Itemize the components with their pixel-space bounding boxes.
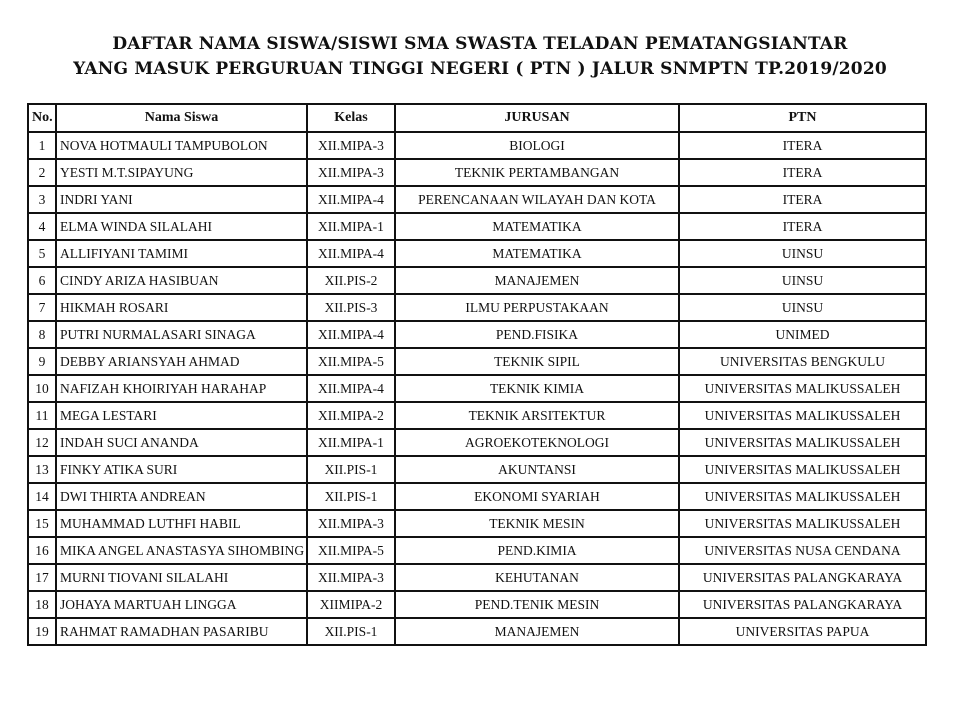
class-cell: XII.MIPA-5 (307, 348, 395, 375)
table-row (28, 321, 926, 348)
major-cell: AKUNTANSI (395, 456, 679, 483)
header-ptn: PTN (679, 104, 926, 132)
student-name: YESTI M.T.SIPAYUNG (56, 159, 307, 186)
table-row (28, 213, 926, 240)
row-number: 2 (28, 159, 56, 186)
major-cell: TEKNIK PERTAMBANGAN (395, 159, 679, 186)
table-row (28, 240, 926, 267)
major-cell: TEKNIK KIMIA (395, 375, 679, 402)
university-cell: UNIVERSITAS PALANGKARAYA (679, 564, 926, 591)
university-cell: ITERA (679, 132, 926, 159)
table-row (28, 294, 926, 321)
class-cell: XII.MIPA-4 (307, 375, 395, 402)
student-name: ALLIFIYANI TAMIMI (56, 240, 307, 267)
row-number: 1 (28, 132, 56, 159)
class-cell: XII.PIS-1 (307, 456, 395, 483)
major-cell: MATEMATIKA (395, 240, 679, 267)
student-name: DWI THIRTA ANDREAN (56, 483, 307, 510)
student-name: MEGA LESTARI (56, 402, 307, 429)
row-number: 6 (28, 267, 56, 294)
university-cell: UINSU (679, 294, 926, 321)
major-cell: KEHUTANAN (395, 564, 679, 591)
table-row (28, 159, 926, 186)
row-number: 10 (28, 375, 56, 402)
table-row (28, 591, 926, 618)
class-cell: XII.PIS-1 (307, 618, 395, 645)
major-cell: EKONOMI SYARIAH (395, 483, 679, 510)
header-jurusan: JURUSAN (395, 104, 679, 132)
student-name: RAHMAT RAMADHAN PASARIBU (56, 618, 307, 645)
university-cell: UNIVERSITAS MALIKUSSALEH (679, 510, 926, 537)
major-cell: BIOLOGI (395, 132, 679, 159)
university-cell: ITERA (679, 186, 926, 213)
table-row (28, 456, 926, 483)
major-cell: MANAJEMEN (395, 267, 679, 294)
university-cell: UNIVERSITAS BENGKULU (679, 348, 926, 375)
class-cell: XII.MIPA-1 (307, 429, 395, 456)
class-cell: XII.MIPA-3 (307, 159, 395, 186)
class-cell: XII.PIS-3 (307, 294, 395, 321)
class-cell: XII.MIPA-3 (307, 564, 395, 591)
row-number: 14 (28, 483, 56, 510)
class-cell: XII.MIPA-4 (307, 240, 395, 267)
university-cell: UNIVERSITAS MALIKUSSALEH (679, 375, 926, 402)
class-cell: XII.MIPA-3 (307, 510, 395, 537)
table-row (28, 429, 926, 456)
student-name: MUHAMMAD LUTHFI HABIL (56, 510, 307, 537)
university-cell: UNIVERSITAS MALIKUSSALEH (679, 456, 926, 483)
class-cell: XII.MIPA-4 (307, 321, 395, 348)
class-cell: XII.MIPA-5 (307, 537, 395, 564)
university-cell: UNIVERSITAS PAPUA (679, 618, 926, 645)
student-name: NOVA HOTMAULI TAMPUBOLON (56, 132, 307, 159)
row-number: 12 (28, 429, 56, 456)
major-cell: TEKNIK ARSITEKTUR (395, 402, 679, 429)
major-cell: PEND.KIMIA (395, 537, 679, 564)
table-row (28, 537, 926, 564)
student-name: INDRI YANI (56, 186, 307, 213)
row-number: 3 (28, 186, 56, 213)
table-row (28, 618, 926, 645)
table-row (28, 186, 926, 213)
header-nama-siswa: Nama Siswa (56, 104, 307, 132)
class-cell: XII.MIPA-1 (307, 213, 395, 240)
row-number: 17 (28, 564, 56, 591)
row-number: 13 (28, 456, 56, 483)
major-cell: MANAJEMEN (395, 618, 679, 645)
table-row (28, 510, 926, 537)
major-cell: PEND.FISIKA (395, 321, 679, 348)
table-row (28, 483, 926, 510)
class-cell: XII.PIS-1 (307, 483, 395, 510)
major-cell: MATEMATIKA (395, 213, 679, 240)
row-number: 16 (28, 537, 56, 564)
row-number: 7 (28, 294, 56, 321)
table-row (28, 132, 926, 159)
row-number: 5 (28, 240, 56, 267)
student-name: INDAH SUCI ANANDA (56, 429, 307, 456)
document-title: DAFTAR NAMA SISWA/SISWI SMA SWASTA TELADAN PEMATANGSIANTAR (112, 34, 848, 54)
student-name: JOHAYA MARTUAH LINGGA (56, 591, 307, 618)
header-no: No. (28, 104, 56, 132)
university-cell: UNIMED (679, 321, 926, 348)
student-name: MURNI TIOVANI SILALAHI (56, 564, 307, 591)
major-cell: AGROEKOTEKNOLOGI (395, 429, 679, 456)
table-row (28, 375, 926, 402)
university-cell: UNIVERSITAS MALIKUSSALEH (679, 402, 926, 429)
student-name: HIKMAH ROSARI (56, 294, 307, 321)
document-subtitle: YANG MASUK PERGURUAN TINGGI NEGERI ( PTN ) JALUR SNMPTN TP.2019/2020 (73, 59, 887, 79)
student-name: CINDY ARIZA HASIBUAN (56, 267, 307, 294)
row-number: 4 (28, 213, 56, 240)
class-cell: XII.PIS-2 (307, 267, 395, 294)
class-cell: XII.MIPA-4 (307, 186, 395, 213)
table-row (28, 348, 926, 375)
row-number: 9 (28, 348, 56, 375)
major-cell: PEND.TENIK MESIN (395, 591, 679, 618)
student-table (27, 103, 927, 646)
student-name: DEBBY ARIANSYAH AHMAD (56, 348, 307, 375)
row-number: 18 (28, 591, 56, 618)
row-number: 11 (28, 402, 56, 429)
student-name: NAFIZAH KHOIRIYAH HARAHAP (56, 375, 307, 402)
major-cell: TEKNIK SIPIL (395, 348, 679, 375)
row-number: 8 (28, 321, 56, 348)
row-number: 15 (28, 510, 56, 537)
table-row (28, 402, 926, 429)
class-cell: XII.MIPA-3 (307, 132, 395, 159)
university-cell: ITERA (679, 159, 926, 186)
table-row (28, 564, 926, 591)
university-cell: ITERA (679, 213, 926, 240)
university-cell: UINSU (679, 267, 926, 294)
header-kelas: Kelas (307, 104, 395, 132)
class-cell: XIIMIPA-2 (307, 591, 395, 618)
table-header-row (28, 104, 926, 132)
table-body (28, 132, 926, 645)
student-name: MIKA ANGEL ANASTASYA SIHOMBING (56, 537, 307, 564)
major-cell: TEKNIK MESIN (395, 510, 679, 537)
row-number: 19 (28, 618, 56, 645)
student-name: ELMA WINDA SILALAHI (56, 213, 307, 240)
student-name: PUTRI NURMALASARI SINAGA (56, 321, 307, 348)
major-cell: ILMU PERPUSTAKAAN (395, 294, 679, 321)
major-cell: PERENCANAAN WILAYAH DAN KOTA (395, 186, 679, 213)
university-cell: UNIVERSITAS NUSA CENDANA (679, 537, 926, 564)
class-cell: XII.MIPA-2 (307, 402, 395, 429)
university-cell: UINSU (679, 240, 926, 267)
university-cell: UNIVERSITAS MALIKUSSALEH (679, 429, 926, 456)
table-row (28, 267, 926, 294)
university-cell: UNIVERSITAS PALANGKARAYA (679, 591, 926, 618)
university-cell: UNIVERSITAS MALIKUSSALEH (679, 483, 926, 510)
student-name: FINKY ATIKA SURI (56, 456, 307, 483)
